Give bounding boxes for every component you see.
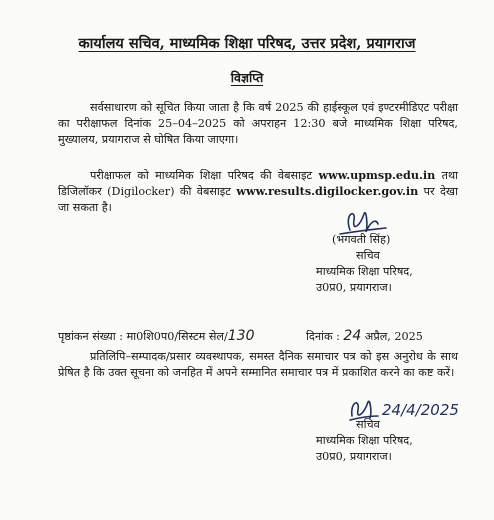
reference-label: पृष्ठांकन संख्या : मा0शि0प0/सिस्टम सेल/ <box>58 330 228 343</box>
office-title: कार्यालय सचिव, माध्यमिक शिक्षा परिषद, उत्तर प्रदेश, प्रयागराज <box>78 35 416 52</box>
website-digilocker-link: www.results.digilocker.gov.in <box>236 183 419 198</box>
reference-number <box>58 327 255 347</box>
announcement-paragraph: सर्वसाधारण को सूचित किया जाता है कि वर्ष 2025 की हाईस्कूल एवं इण्टरमीडिएट परीक्षा का परीक्षाफल दिनांक 25–04–2025 को अपराहन 12:30 बजे माध्यमिक शिक्षा परिषद, मुख्यालय, प्रयागराज से घोषित किया जाएगा। <box>58 101 458 146</box>
signature-block-2 <box>316 417 413 465</box>
reference-date <box>306 327 423 347</box>
handwritten-date-day: 24 <box>343 328 362 344</box>
signatory-2-organisation: माध्यमिक शिक्षा परिषद, <box>316 433 413 447</box>
signatory-designation: सचिव <box>356 248 380 262</box>
website-text-before: परीक्षाफल को माध्यमिक शिक्षा परिषद की वेबसाइट <box>90 169 319 182</box>
handwritten-signature-date: 24/4/2025 <box>382 401 459 419</box>
signatory-2-place: उ0प्र0, प्रयागराज। <box>316 449 392 463</box>
handwritten-reference-number: 130 <box>227 328 255 344</box>
website-text-middle: तथा डिजिलॉकर (Digilocker) की वेबसाइट <box>58 169 458 198</box>
website-upmsp-link: www.upmsp.edu.in <box>318 168 436 182</box>
notice-title: विज्ञप्ति <box>230 70 264 85</box>
signature-block-1 <box>316 232 413 296</box>
date-rest: अप्रैल, 2025 <box>361 330 423 343</box>
signatory-2-designation: सचिव <box>356 418 380 431</box>
copy-note-paragraph: प्रतिलिपि–सम्पादक/प्रसार व्यवस्थापक, समस्त दैनिक समाचार पत्र को इस अनुरोध के साथ प्रेषित है कि उक्त सूचना को जनहित में अपने सम्मानित समाचार पत्र में प्रकाशित करने का कष्ट करें। <box>58 350 458 379</box>
signatory-place: उ0प्र0, प्रयागराज। <box>316 280 392 294</box>
signatory-organisation: माध्यमिक शिक्षा परिषद, <box>316 264 413 278</box>
website-paragraph <box>58 168 458 216</box>
signatory-name: (भगवती सिंह) <box>332 233 391 246</box>
website-text-after: पर देखा जा सकता है। <box>58 184 458 214</box>
date-label: दिनांक : <box>306 330 344 343</box>
